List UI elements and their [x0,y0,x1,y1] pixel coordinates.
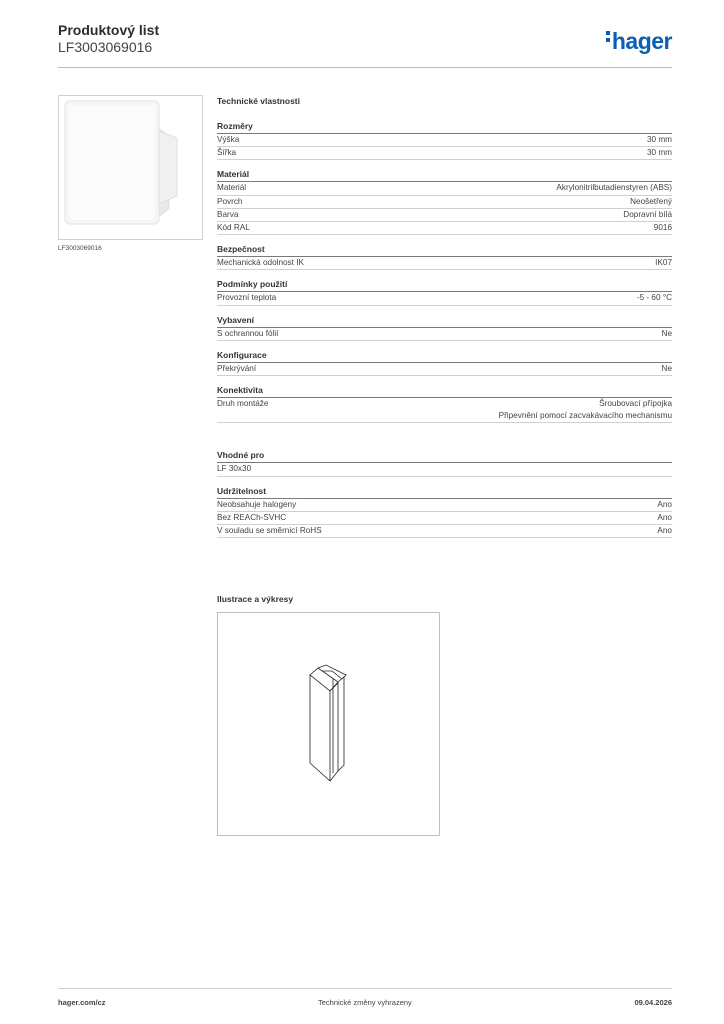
end-cap-photo-icon [59,96,202,239]
section-title: Udržitelnost [217,486,672,499]
property-row [217,363,672,376]
document-header [58,22,672,56]
property-label: V souladu se směrnicí RoHS [217,526,322,536]
section-title: Bezpečnost [217,244,672,257]
section-title: Podmínky použití [217,279,672,292]
property-row [217,398,672,423]
section-configuration [217,350,672,376]
property-value: Šroubovací přípojka [599,399,672,409]
property-value: -5 - 60 °C [636,293,672,303]
property-value: Připevnění pomocí zacvakávacího mechanismu [498,411,672,421]
section-title: Materiál [217,169,672,182]
photo-caption: LF3003069016 [58,245,102,252]
property-row [217,525,672,538]
section-sustainability [217,486,672,539]
property-value: 30 mm [646,148,672,158]
section-title: Vhodné pro [217,450,672,463]
property-label: Mechanická odolnost IK [217,258,304,268]
section-safety [217,244,672,270]
section-conditions [217,279,672,305]
property-label: Neobsahuje halogeny [217,499,297,509]
property-value: Ne [661,363,672,373]
property-label: Bez REACh-SVHC [217,512,287,522]
property-row [217,499,672,512]
product-code: LF3003069016 [58,39,153,55]
property-value: Akrylonitrilbutadienstyren (ABS) [556,183,672,193]
footer-notice: Technické změny vyhrazeny [318,998,412,1007]
website-link[interactable]: hager.com/cz [58,998,106,1007]
logo-dots-icon [606,31,610,45]
property-label: Překrývání [217,363,257,373]
property-label: LF 30x30 [217,464,252,474]
illustration-drawing [217,612,440,836]
end-cap-drawing-icon [218,613,439,835]
section-title: Konektivita [217,385,672,398]
property-row [217,463,672,476]
technical-properties [217,96,672,547]
property-label: Šířka [217,148,237,158]
property-label: Materiál [217,183,247,193]
document-title: Produktový list [58,22,160,38]
footer-date: 09.04.2026 [634,998,672,1007]
property-label: Barva [217,209,239,219]
property-label: Povrch [217,196,243,206]
property-row [217,257,672,270]
property-value: Neošetřený [630,196,672,206]
property-value: Ano [657,512,672,522]
property-row [217,222,672,235]
property-row [217,328,672,341]
section-title: Konfigurace [217,350,672,363]
property-value: 9016 [653,223,672,233]
property-row [217,196,672,209]
illustrations-title: Ilustrace a výkresy [217,594,294,604]
property-row [217,209,672,222]
property-label: Druh montáže [217,399,269,409]
property-row [217,512,672,525]
section-material [217,169,672,235]
property-value: 30 mm [646,135,672,144]
product-photo [58,95,203,240]
section-equipment [217,315,672,341]
section-title: Rozměry [217,121,672,134]
property-value: Ne [661,328,672,338]
section-suitable-for [217,450,672,476]
property-row [217,182,672,195]
property-value: Dopravní bílá [623,209,672,219]
section-title: Vybavení [217,315,672,328]
logo-text: hager [611,28,672,54]
property-label: Výška [217,135,240,144]
header-divider [58,67,672,68]
properties-heading: Technické vlastnosti [217,96,300,106]
footer-divider [58,988,672,989]
property-value: Ano [657,499,672,509]
section-connectivity [217,385,672,423]
property-row [217,147,672,160]
property-row [217,292,672,305]
property-value: Ano [657,526,672,536]
section-dimensions [217,121,672,160]
property-value: IK07 [655,258,672,268]
property-label: Provozní teplota [217,293,277,303]
property-row [217,134,672,147]
property-label: Kód RAL [217,223,250,233]
property-value-group [499,398,672,422]
hager-logo [606,28,672,55]
property-label: S ochrannou fólií [217,328,279,338]
